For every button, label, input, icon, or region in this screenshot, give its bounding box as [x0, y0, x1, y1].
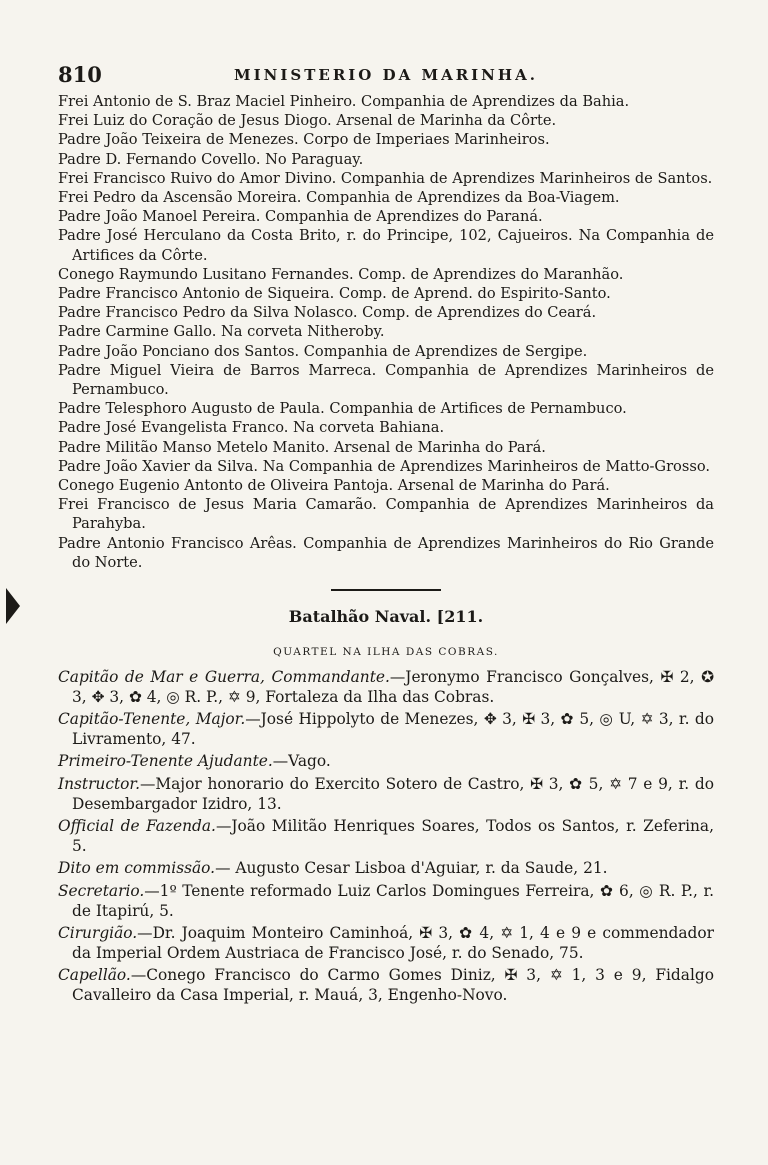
staff-entry [58, 775, 714, 814]
list-item: Padre Antonio Francisco Arêas. Companhia de Aprendizes Marinheiros do Rio Grande do Norte. [58, 534, 714, 571]
staff-role: Dito em commissão. [58, 859, 216, 878]
staff-list [58, 668, 714, 1006]
staff-role: Primeiro-Tenente Ajudante. [58, 752, 273, 771]
staff-role: Instructor. [58, 775, 140, 794]
staff-details: — Augusto Cesar Lisboa d'Aguiar, r. da Saude, 21. [215, 859, 608, 878]
list-item: Frei Antonio de S. Braz Maciel Pinheiro. Companhia de Aprendizes da Bahia. [58, 93, 630, 110]
staff-details: —Conego Francisco do Carmo Gomes Diniz, ✠ 3, ✡ 1, 3 e 9, Fidalgo Cavalleiro da Casa Imperial, r. Mauá, 3, Engenho-Novo. [72, 966, 714, 1004]
staff-entry [58, 752, 714, 772]
staff-entry [58, 817, 714, 856]
list-item: Frei Pedro da Ascensão Moreira. Companhia de Aprendizes da Boa-Viagem. [58, 189, 620, 207]
list-item: Frei Luiz do Coração de Jesus Diogo. Arsenal de Marinha da Côrte. [58, 112, 557, 130]
list-item: Padre Francisco Antonio de Siqueira. Comp. de Aprend. do Espirito-Santo. [58, 285, 611, 303]
page-header [58, 62, 714, 92]
list-item: Conego Eugenio Antonto de Oliveira Pantoja. Arsenal de Marinha do Pará. [58, 477, 610, 495]
staff-role: Secretario. [58, 882, 145, 901]
staff-entry [58, 668, 714, 707]
staff-entry [58, 924, 714, 963]
staff-details: —José Hippolyto de Menezes, ✥ 3, ✠ 3, ✿ 5, ◎ U, ✡ 3, r. do Livramento, 47. [72, 710, 714, 748]
staff-entry [58, 882, 714, 921]
section-divider [331, 589, 441, 591]
list-item: Padre João Ponciano dos Santos. Companhia de Aprendizes de Sergipe. [58, 342, 588, 360]
list-item: Padre Militão Manso Metelo Manito. Arsenal de Marinha do Pará. [58, 438, 546, 456]
staff-role: Capitão de Mar e Guerra, Commandante. [58, 668, 390, 687]
staff-role: Cirurgião. [58, 924, 138, 943]
staff-entry [58, 710, 714, 749]
staff-role: Capellão. [58, 966, 131, 985]
list-item: Padre D. Fernando Covello. No Paraguay. [58, 150, 364, 168]
list-item: Padre José Evangelista Franco. Na corveta Bahiana. [58, 419, 445, 437]
list-item: Conego Raymundo Lusitano Fernandes. Comp. de Aprendizes do Maranhão. [58, 265, 624, 283]
binding-mark-icon [6, 588, 20, 624]
list-item: Frei Francisco Ruivo do Amor Divino. Companhia de Aprendizes Marinheiros de Santos. [58, 169, 713, 187]
staff-details: —Jeronymo Francisco Gonçalves, ✠ 2, ✪ 3, ✥ 3, ✿ 4, ◎ R. P., ✡ 9, Fortaleza da Ilha das Cobras. [72, 668, 714, 706]
staff-details: —Dr. Joaquim Monteiro Caminhoá, ✠ 3, ✿ 4, ✡ 1, 4 e 9 e commendador da Imperial Ordem Austriaca de Francisco José, r. do Senado, 75. [72, 924, 714, 962]
list-item: Frei Francisco de Jesus Maria Camarão. Companhia de Aprendizes Marinheiros da Parahyba. [58, 496, 714, 533]
staff-details: —1º Tenente reformado Luiz Carlos Domingues Ferreira, ✿ 6, ◎ R. P., r. de Itapirú, 5. [72, 882, 714, 920]
list-item: Padre José Herculano da Costa Brito, r. do Principe, 102, Cajueiros. Na Companhia de Artifices da Côrte. [58, 227, 714, 264]
staff-entry [58, 859, 714, 879]
staff-role: Capitão-Tenente, Major. [58, 710, 246, 729]
list-item: Padre Telesphoro Augusto de Paula. Companhia de Artifices de Pernambuco. [58, 400, 627, 418]
running-title: MINISTERIO DA MARINHA. [234, 66, 538, 84]
list-item: Padre Francisco Pedro da Silva Nolasco. Comp. de Aprendizes do Ceará. [58, 304, 597, 322]
section-title: Batalhão Naval. [211. [288, 607, 484, 627]
list-item: Padre João Manoel Pereira. Companhia de Aprendizes do Paraná. [58, 208, 543, 226]
staff-details: —João Militão Henriques Soares, Todos os Santos, r. Zeferina, 5. [72, 817, 715, 855]
section-subtitle: QUARTEL NA ILHA DAS COBRAS. [273, 646, 499, 659]
page-number: 810 [58, 62, 102, 87]
list-item: Padre Carmine Gallo. Na corveta Nitheroby. [58, 323, 385, 341]
chaplain-list [58, 92, 714, 572]
list-item: Padre João Xavier da Silva. Na Companhia de Aprendizes Marinheiros de Matto-Grosso. [58, 457, 710, 475]
staff-details: —Major honorario do Exercito Sotero de Castro, ✠ 3, ✿ 5, ✡ 7 e 9, r. do Desembargador Izidro, 13. [72, 775, 714, 813]
list-item: Padre João Teixeira de Menezes. Corpo de Imperiaes Marinheiros. [58, 131, 550, 149]
staff-entry [58, 966, 714, 1005]
list-item: Padre Miguel Vieira de Barros Marreca. Companhia de Aprendizes Marinheiros de Pernambuco. [58, 361, 714, 399]
staff-details: —Vago. [272, 752, 331, 771]
staff-role: Official de Fazenda. [58, 817, 216, 836]
